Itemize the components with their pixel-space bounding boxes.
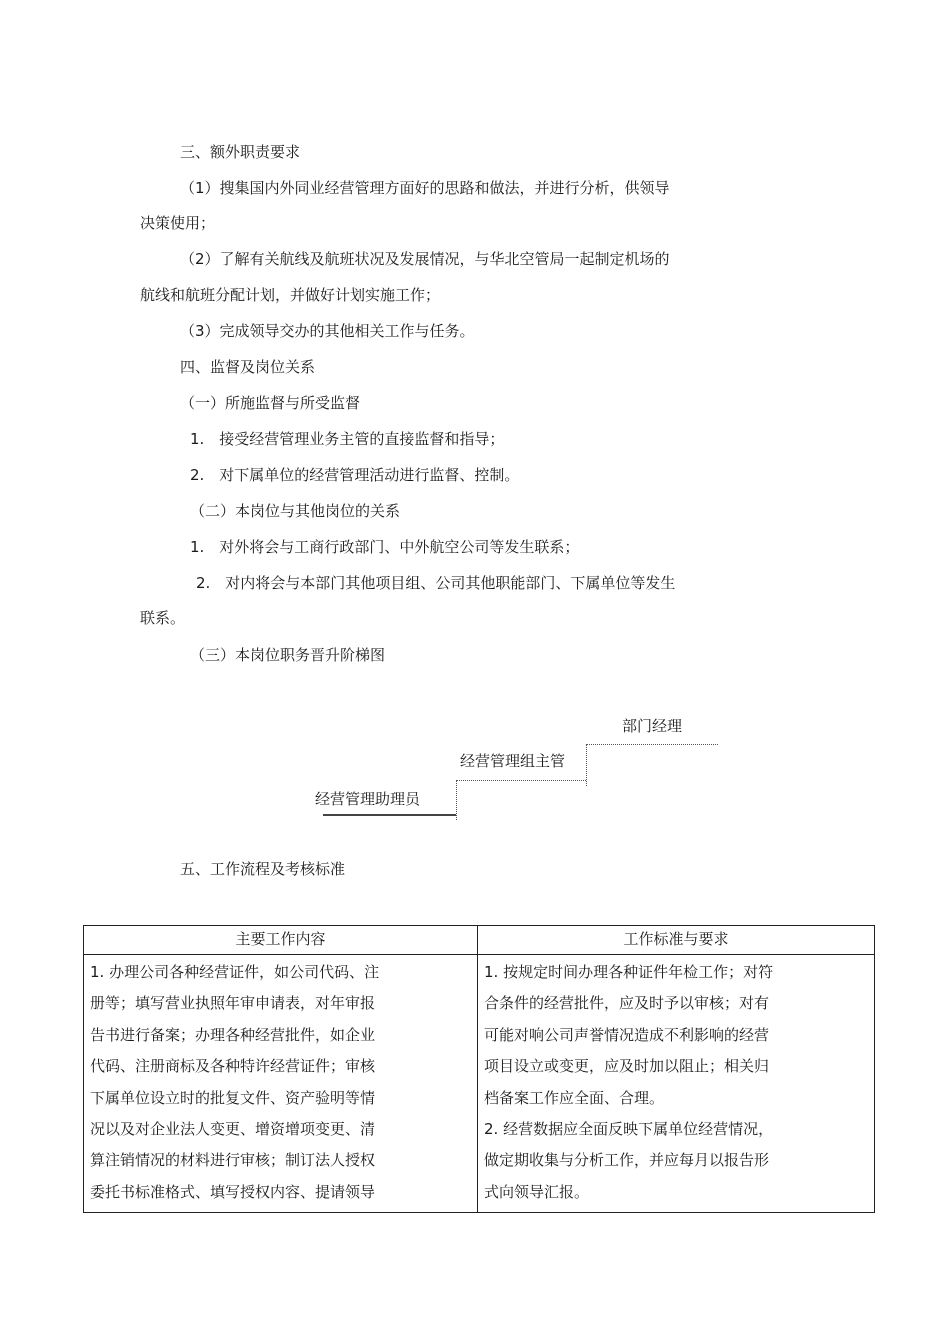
section-4-sub-2-item-2-cont: 联系。 [140,609,186,627]
cell-line: 1. 办理公司各种经营证件，如公司代码、注 [90,963,380,981]
cell-line: 做定期收集与分析工作，并应每月以报告形 [484,1151,770,1170]
cell-line: 合条件的经营批件，应及时予以审核；对有 [484,994,770,1013]
cell-line: 委托书标准格式、填写授权内容、提请领导 [90,1182,376,1201]
ladder-riser-1 [456,780,457,820]
ladder-step-group-supervisor: 经营管理组主管 [460,752,566,770]
section-3-item-3: （3）完成领导交办的其他相关工作与任务。 [180,322,475,340]
table-row [84,955,875,1213]
cell-line: 式向领导汇报。 [484,1182,590,1201]
table-header-standards: 工作标准与要求 [478,926,875,955]
section-3-heading: 三、额外职责要求 [180,143,301,161]
cell-line: 告书进行备案；办理各种经营批件，如企业 [90,1025,376,1044]
table-header-main-content: 主要工作内容 [84,926,478,955]
cell-line: 下属单位设立时的批复文件、资产验明等情 [90,1088,376,1107]
standards-cell [478,955,875,1213]
ladder-base-line [323,814,456,816]
ladder-tread-3 [586,744,718,745]
section-4-sub-2-item-1: 1. 对外将会与工商行政部门、中外航空公司等发生联系； [190,538,580,556]
cell-line: 可能对响公司声誉情况造成不利影响的经营 [484,1025,770,1044]
cell-line: 1. 按规定时间办理各种证件年检工作；对符 [484,963,774,981]
cell-line: 算注销情况的材料进行审核；制订法人授权 [90,1151,376,1170]
section-4-heading: 四、监督及岗位关系 [180,358,316,376]
section-4-sub-2: （二）本岗位与其他岗位的关系 [190,502,401,520]
section-3-item-2: （2）了解有关航线及航班状况及发展情况，与华北空管局一起制定机场的 [180,250,670,268]
table-header-row [84,926,875,955]
ladder-step-assistant: 经营管理助理员 [315,790,421,808]
section-5-heading: 五、工作流程及考核标准 [180,860,346,878]
cell-line: 2. 经营数据应全面反映下属单位经营情况， [484,1120,774,1139]
section-3-item-1-cont: 决策使用； [140,214,216,232]
work-standard-table [83,925,875,1213]
cell-line: 代码、注册商标及各种特许经营证件；审核 [90,1057,376,1076]
cell-line: 项目设立或变更，应及时加以阻止；相关归 [484,1057,770,1076]
main-content-cell [84,955,478,1213]
ladder-riser-2 [586,744,587,786]
section-4-sub-1-item-2: 2. 对下属单位的经营管理活动进行监督、控制。 [190,466,520,484]
section-4-sub-3: （三）本岗位职务晋升阶梯图 [190,646,386,664]
section-4-sub-1-item-1: 1. 接受经营管理业务主管的直接监督和指导； [190,430,505,448]
cell-line: 册等；填写营业执照年审申请表，对年审报 [90,994,376,1013]
cell-line: 况以及对企业法人变更、增资增项变更、清 [90,1120,376,1139]
section-4-sub-2-item-2: 2. 对内将会与本部门其他项目组、公司其他职能部门、下属单位等发生 [196,574,676,592]
section-4-sub-1: （一）所施监督与所受监督 [180,394,361,412]
section-3-item-2-cont: 航线和航班分配计划，并做好计划实施工作； [140,286,441,304]
ladder-step-department-manager: 部门经理 [622,717,683,735]
section-3-item-1: （1）搜集国内外同业经营管理方面好的思路和做法，并进行分析，供领导 [180,179,670,197]
cell-line: 档备案工作应全面、合理。 [484,1088,665,1107]
ladder-tread-2 [456,780,586,781]
